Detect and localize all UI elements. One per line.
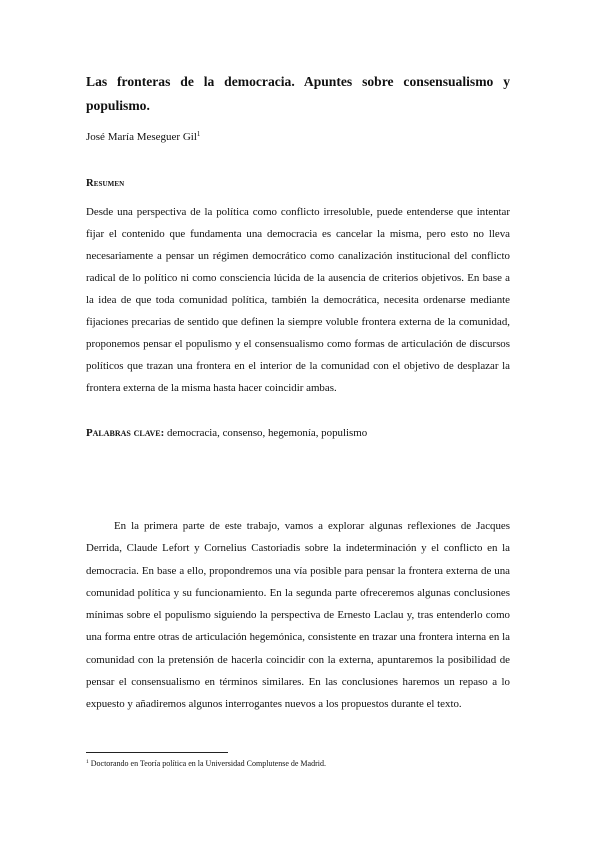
keywords-line bbox=[86, 426, 516, 440]
abstract-heading: Resumen bbox=[86, 178, 125, 189]
keywords-label: Palabras clave: bbox=[86, 427, 165, 439]
footnote-rule bbox=[86, 752, 228, 753]
footnote bbox=[86, 759, 326, 769]
abstract-text: Desde una perspectiva de la política como conflicto irresoluble, puede entenderse que intentar fijar el contenido que fundamenta una democracia es cancelar la misma, pero esto no lleva necesariamente a pensar un régimen democrático como canalización institucional del conflicto radical de lo político ni como consciencia lúcida de la ausencia de criterios objetivos. En base a la idea de que toda comunidad política, también la democrática, necesita ordenarse mediante fijaciones precarias de sentido que definen la siempre voluble frontera externa de la comunidad, proponemos pensar el populismo y el consensualismo como formas de articulación de discursos políticos que trazan una frontera en el interior de la comunidad con el objetivo de desplazar la frontera externa de la misma hasta hacer coincidir ambas. bbox=[86, 206, 510, 394]
body-paragraph: En la primera parte de este trabajo, vamos a explorar algunas reflexiones de Jacques Derrida, Claude Lefort y Cornelius Castoriadis sobre la indeterminación y el conflicto en la democracia. En base a ello, propondremos una vía posible para pensar la frontera externa de una comunidad política y su funcionamiento. En la segunda parte ofreceremos algunas conclusiones mínimas sobre el populismo siguiendo la perspectiva de Ernesto Laclau y, tras entenderlo como una forma entre otras de articulación hegemónica, consistente en trazar una frontera interna en la comunidad con la pretensión de hacerla coincidir con la externa, apuntaremos la posibilidad de pensar el consensualismo en términos similares. En las conclusiones haremos un repaso a lo expuesto y añadiremos algunos interrogantes nuevos a los propuestos durante el texto. bbox=[86, 520, 510, 711]
author-line bbox=[86, 130, 200, 144]
footnote-text: Doctorando en Teoría política en la Universidad Complutense de Madrid. bbox=[88, 759, 326, 768]
footnote-mark: 1 bbox=[86, 759, 89, 765]
author-name: José María Meseguer Gil bbox=[86, 131, 197, 143]
keywords-list: democracia, consenso, hegemonía, populismo bbox=[166, 427, 368, 439]
paper-title: Las fronteras de la democracia. Apuntes sobre consensualismo y populismo. bbox=[86, 74, 510, 113]
author-footnote-mark[interactable]: 1 bbox=[196, 130, 201, 138]
